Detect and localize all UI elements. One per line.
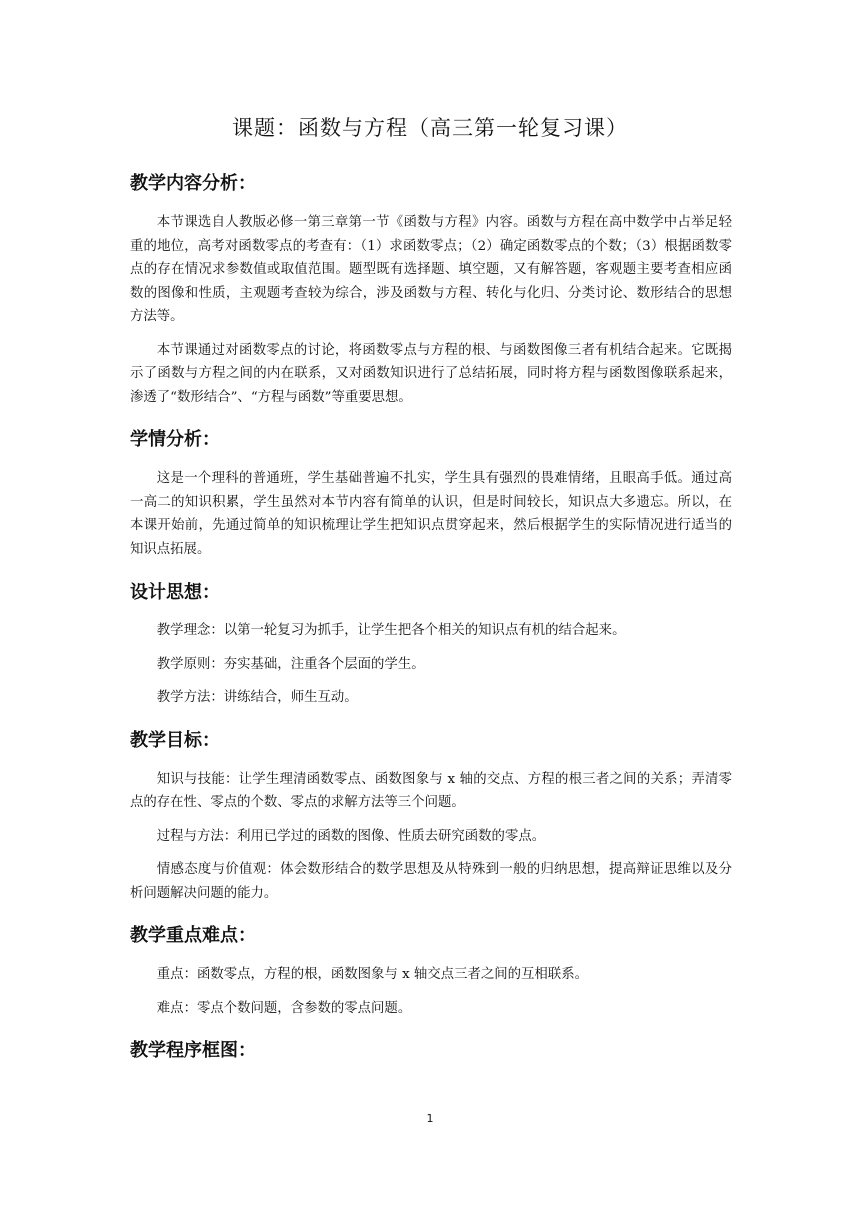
- page-number: 1: [426, 1112, 434, 1125]
- paragraph-content-analysis-1: 本节课选自人教版必修一第三章第一节《函数与方程》内容。函数与方程在高中数学中占举足轻重的地位，高考对函数零点的考查有：（1）求函数零点；（2）确定函数零点的个数；（3）根据函数零点的存在情况求参数值或取值范围。题型既有选择题、填空题，又有解答题，客观题主要考查相应函数的图像和性质，主观题考查较为综合，涉及函数与方程、转化与化归、分类讨论、数形结合的思想方法等。: [130, 215, 732, 324]
- section-heading-design-idea: 设计思想：: [130, 582, 220, 603]
- paragraph-goal-attitude: 情感态度与价值观：体会数形结合的数学思想及从特殊到一般的归纳思想，提高辩证思维以及分析问题解决问题的能力。: [130, 862, 732, 901]
- page-title: 课题：函数与方程（高三第一轮复习课）: [232, 116, 628, 140]
- section-heading-key-points: 教学重点难点：: [130, 925, 256, 946]
- paragraph-key-point: 重点：函数零点，方程的根，函数图象与 x 轴交点三者之间的互相联系。: [156, 967, 588, 982]
- paragraph-teaching-method: 教学方法：讲练结合，师生互动。: [156, 690, 358, 705]
- section-heading-teaching-goals: 教学目标：: [130, 729, 220, 751]
- paragraph-student-analysis: 这是一个理科的普通班，学生基础普遍不扎实，学生具有强烈的畏难情绪，且眼高手低。通过高一高二的知识积累，学生虽然对本节内容有简单的认识，但是时间较长，知识点大多遗忘。所以，在本课开始前，先通过简单的知识梳理让学生把知识点贯穿起来，然后根据学生的实际情况进行适当的知识点拓展。: [130, 471, 732, 557]
- paragraph-teaching-principle: 教学原则：夯实基础，注重各个层面的学生。: [156, 656, 425, 672]
- paragraph-goal-knowledge: 知识与技能：让学生理清函数零点、函数图象与 x 轴的交点、方程的根三者之间的关系；弄清零点的存在性、零点的个数、零点的求解方法等三个问题。: [130, 771, 732, 810]
- paragraph-teaching-philosophy: 教学理念：以第一轮复习为抓手，让学生把各个相关的知识点有机的结合起来。: [156, 623, 626, 638]
- section-heading-content-analysis: 教学内容分析：: [130, 173, 256, 194]
- section-heading-student-analysis: 学情分析：: [130, 429, 220, 450]
- section-heading-flowchart: 教学程序框图：: [130, 1040, 256, 1061]
- paragraph-content-analysis-2: 本节课通过对函数零点的讨论，将函数零点与方程的根、与函数图像三者有机结合起来。它既揭示了函数与方程之间的内在联系，又对函数知识进行了总结拓展，同时将方程与函数图像联系起来，渗透了“数形结合”、“方程与函数”等重要思想。: [130, 342, 732, 405]
- document-body: [130, 170, 732, 1065]
- paragraph-difficult-point: 难点：零点个数问题，含参数的零点问题。: [156, 1000, 412, 1016]
- paragraph-goal-process: 过程与方法：利用已学过的函数的图像、性质去研究函数的零点。: [156, 828, 546, 844]
